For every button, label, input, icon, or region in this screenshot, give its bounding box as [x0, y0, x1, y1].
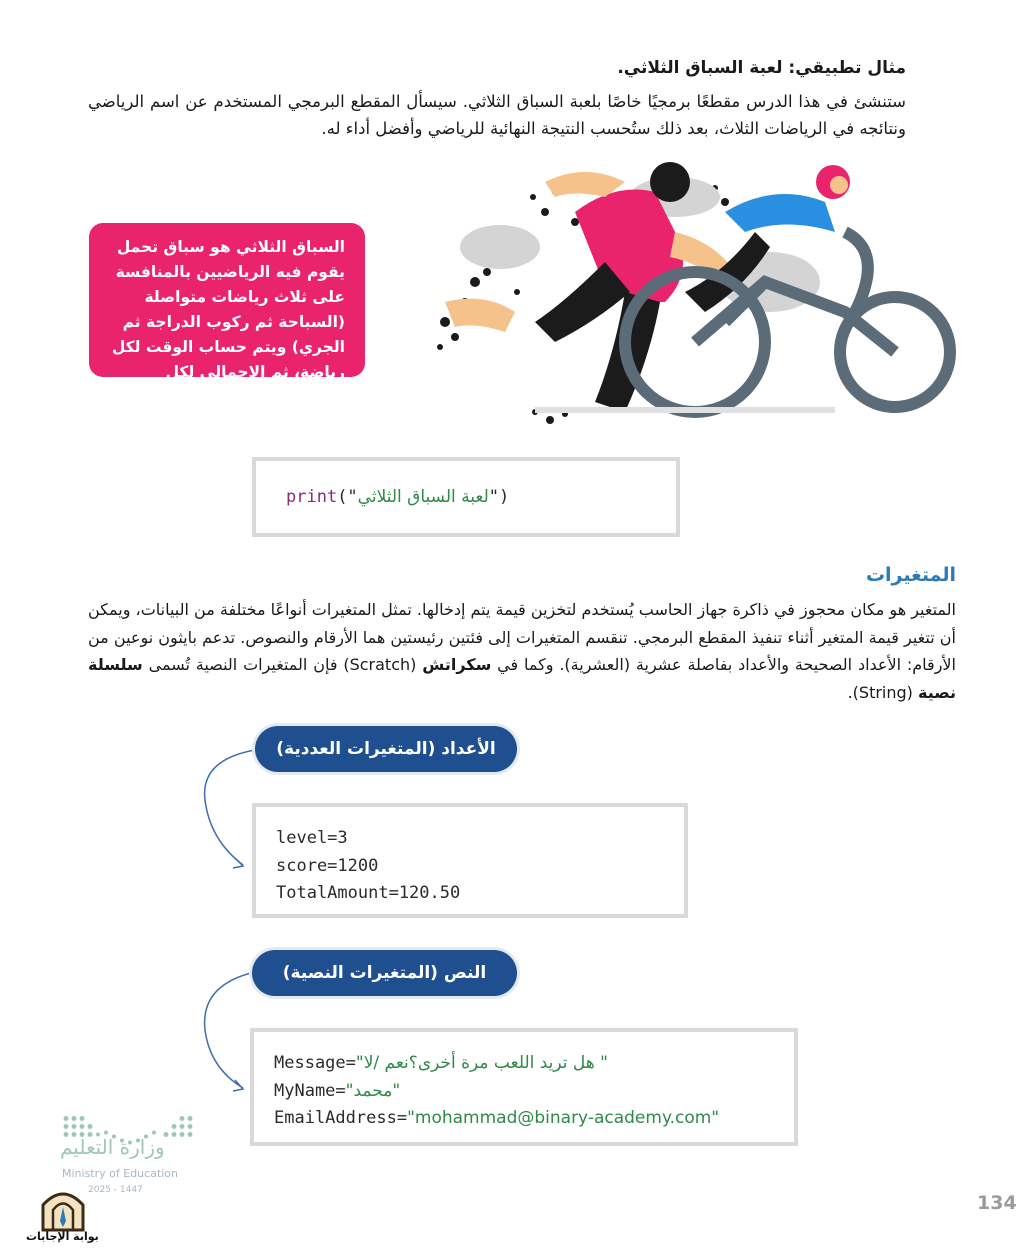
- code-line-myname: [274, 1078, 719, 1106]
- ministry-years: 2025 - 1447: [88, 1185, 143, 1195]
- string-bold: سلسلة نصية: [88, 655, 956, 702]
- email-value: "mohammad@binary-academy.com": [407, 1108, 720, 1128]
- code-line-level: level=3: [276, 828, 348, 848]
- gate-label: بوابة الإجابات: [26, 1230, 99, 1243]
- text-code-box: [250, 1028, 798, 1146]
- cyclist-body: [725, 194, 835, 232]
- variables-title: المتغيرات: [865, 564, 956, 586]
- print-open: (": [337, 487, 358, 507]
- code-line-score: score=1200: [276, 855, 379, 876]
- text-arrow-icon: [205, 972, 255, 1088]
- myname-value: "محمد": [345, 1080, 401, 1101]
- print-code-box: [252, 457, 680, 537]
- numbers-arrow-icon: [205, 750, 255, 865]
- page-heading: مثال تطبيقي: لعبة السباق الثلاثي.: [617, 58, 906, 78]
- page-number: 134: [977, 1192, 1017, 1214]
- code-line-message: [274, 1050, 719, 1078]
- text-label-pill: النص (المتغيرات النصية): [252, 950, 517, 996]
- variables-text-1: المتغير هو مكان محجوز في ذاكرة جهاز الحاسب يُستخدم لتخزين قيمة يتم إدخالها. تمثل المتغيرات أنواعًا مختلفة من البيانات، ويمكن أن تتغير قيمة المتغير أثناء تنفيذ المقطع البرمجي. تنقسم المتغيرات إلى فئتين رئيستين هما الأرقام والنصوص. تدعم بايثون نوعين من الأرقام: الأعداد الصحيحة والأعداد بفاصلة عشرية (العشرية). وكما في: [88, 600, 957, 674]
- ministry-arabic-name: وزارة التعليم: [60, 1135, 165, 1159]
- variables-text-2: (Scratch) فإن المتغيرات النصية تُسمى: [142, 655, 423, 674]
- print-close: "): [488, 487, 510, 507]
- code-line-email: [274, 1105, 719, 1133]
- triathlon-info-box: السباق الثلاثي هو سباق تحمل يقوم فيه الرياضيين بالمنافسة على ثلاث رياضات متواصلة (السباحة ثم ركوب الدراجة ثم الجري) ويتم حساب الوقت لكل رياضة، ثم الإجمالي لكل الرياضات.: [89, 223, 365, 377]
- intro-paragraph: ستنشئ في هذا الدرس مقطعًا برمجيًا خاصًا بلعبة السباق الثلاثي. سيسأل المقطع البرمجي المستخدم عن اسم الرياضي ونتائجه في الرياضات الثلاث، بعد ذلك ستُحسب النتيجة النهائية للرياضي وأفضل أداء له.: [88, 92, 906, 138]
- print-string: لعبة السباق الثلاثي: [357, 487, 489, 507]
- message-var: Message=: [274, 1053, 356, 1073]
- email-var: EmailAddress=: [274, 1108, 408, 1128]
- print-statement: [286, 487, 509, 507]
- scratch-bold: سكراتش: [422, 655, 492, 674]
- numbers-code-box: [252, 803, 688, 918]
- triathlon-illustration: [425, 152, 965, 437]
- print-keyword: print: [286, 487, 338, 507]
- variables-paragraph: [88, 596, 956, 706]
- message-value: "هل تريد اللعب مرة أخرى؟نعم /لا ": [355, 1053, 609, 1073]
- myname-var: MyName=: [274, 1080, 346, 1101]
- numbers-label-pill: الأعداد (المتغيرات العددية): [255, 726, 517, 772]
- variables-text-3: (String).: [847, 682, 918, 702]
- code-line-total: TotalAmount=120.50: [276, 883, 461, 903]
- runner-head: [650, 162, 690, 202]
- ministry-english-name: Ministry of Education: [62, 1167, 179, 1180]
